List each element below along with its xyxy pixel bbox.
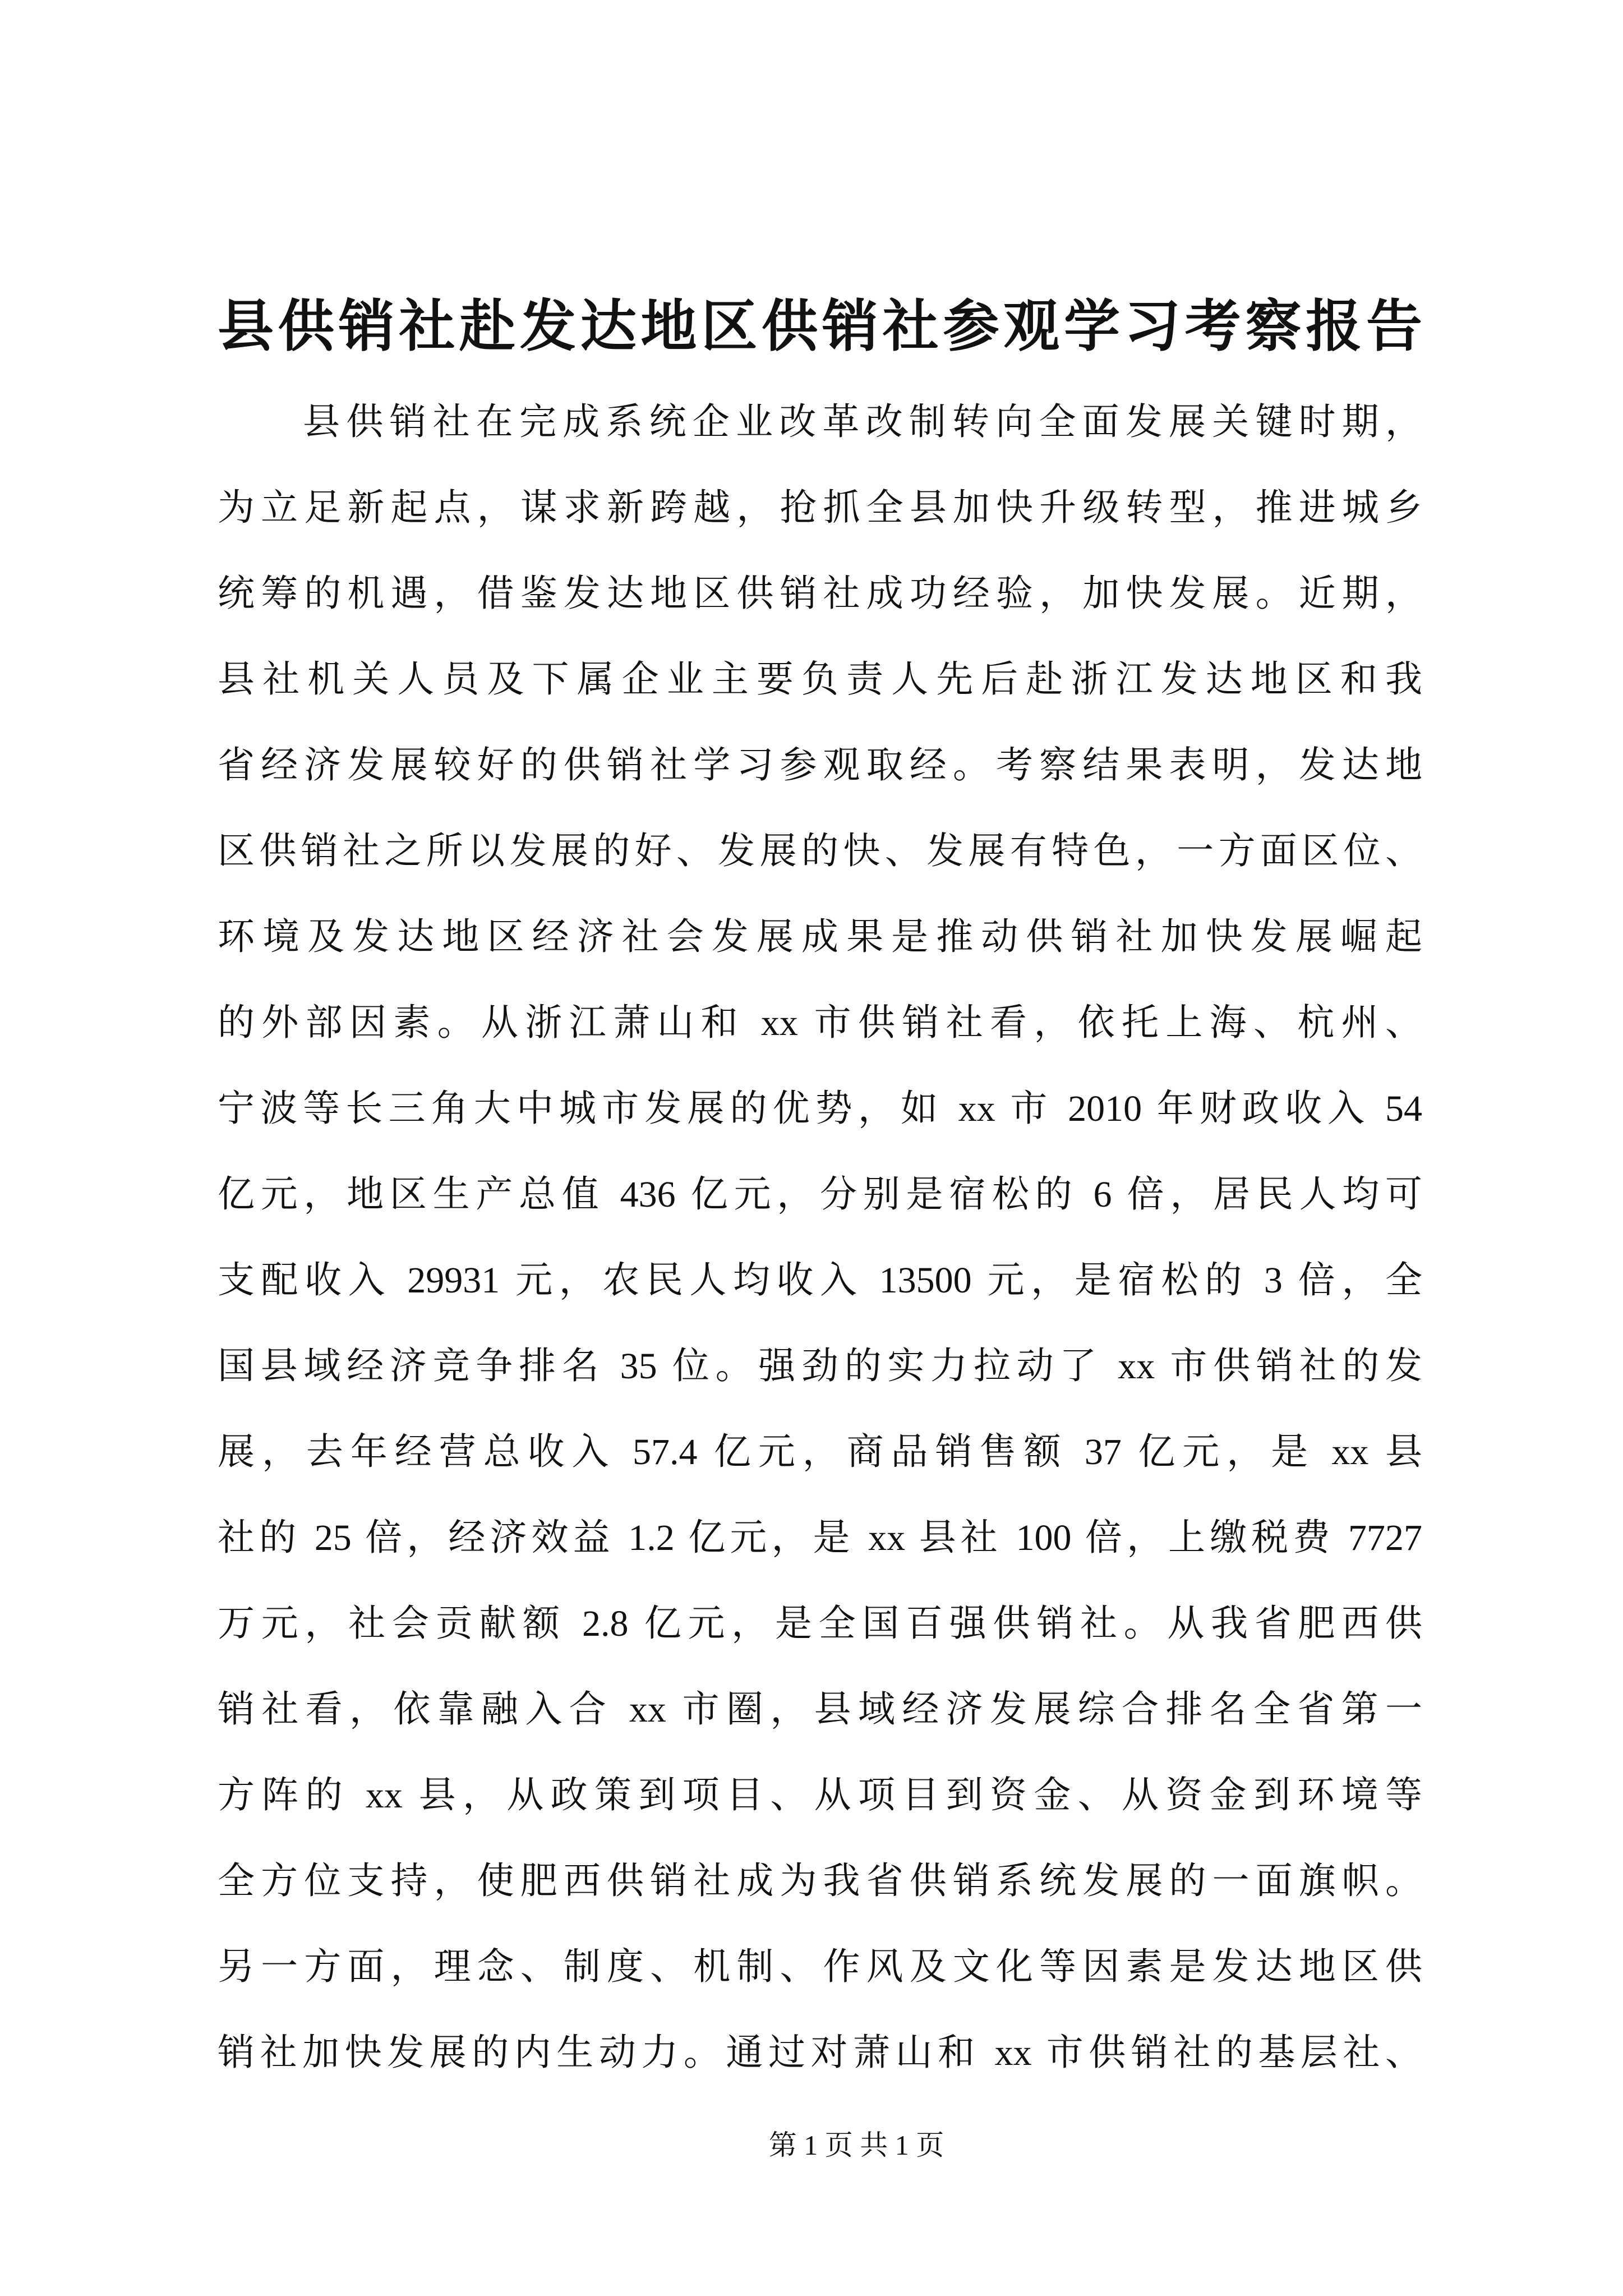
body-line: 销社加快发展的内生动力。通过对萧山和 xx 市供销社的基层社、 <box>218 2032 1422 2073</box>
body-line: 统筹的机遇，借鉴发达地区供销社成功经验，加快发展。近期， <box>218 573 1422 614</box>
body-line: 亿元，地区生产总值 436 亿元，分别是宿松的 6 倍，居民人均可 <box>218 1174 1422 1215</box>
document-title: 县供销社赴发达地区供销社参观学习考察报告 <box>218 296 1422 358</box>
body-line: 县社机关人员及下属企业主要负责人先后赴浙江发达地区和我 <box>218 659 1422 700</box>
body-line: 宁波等长三角大中城市发展的优势，如 xx 市 2010 年财政收入 54 <box>218 1088 1422 1129</box>
body-line: 社的 25 倍，经济效益 1.2 亿元，是 xx 县社 100 倍，上缴税费 7727 <box>218 1517 1422 1558</box>
body-line: 万元，社会贡献额 2.8 亿元，是全国百强供销社。从我省肥西供 <box>218 1603 1422 1644</box>
body-line: 为立足新起点，谋求新跨越，抢抓全县加快升级转型，推进城乡 <box>218 487 1422 528</box>
page-footer: 第 1 页 共 1 页 <box>768 2129 944 2161</box>
body-line: 区供销社之所以发展的好、发展的快、发展有特色，一方面区位、 <box>218 831 1422 872</box>
body-line: 销社看，依靠融入合 xx 市圈，县域经济发展综合排名全省第一 <box>218 1689 1422 1730</box>
body-text <box>218 379 1422 2096</box>
body-line: 另一方面，理念、制度、机制、作风及文化等因素是发达地区供 <box>218 1947 1422 1987</box>
body-line: 省经济发展较好的供销社学习参观取经。考察结果表明，发达地 <box>218 745 1422 786</box>
body-line: 环境及发达地区经济社会发展成果是推动供销社加快发展崛起 <box>218 917 1422 958</box>
body-line: 全方位支持，使肥西供销社成为我省供销系统发展的一面旗帜。 <box>218 1861 1422 1902</box>
body-line: 支配收入 29931 元，农民人均收入 13500 元，是宿松的 3 倍，全 <box>218 1260 1422 1301</box>
body-line: 展，去年经营总收入 57.4 亿元，商品销售额 37 亿元，是 xx 县 <box>218 1432 1422 1473</box>
body-line: 县供销社在完成系统企业改革改制转向全面发展关键时期， <box>303 402 1422 443</box>
body-line: 的外部因素。从浙江萧山和 xx 市供销社看，依托上海、杭州、 <box>218 1002 1422 1043</box>
body-line: 国县域经济竞争排名 35 位。强劲的实力拉动了 xx 市供销社的发 <box>218 1346 1422 1387</box>
body-line: 方阵的 xx 县，从政策到项目、从项目到资金、从资金到环境等 <box>218 1775 1422 1816</box>
